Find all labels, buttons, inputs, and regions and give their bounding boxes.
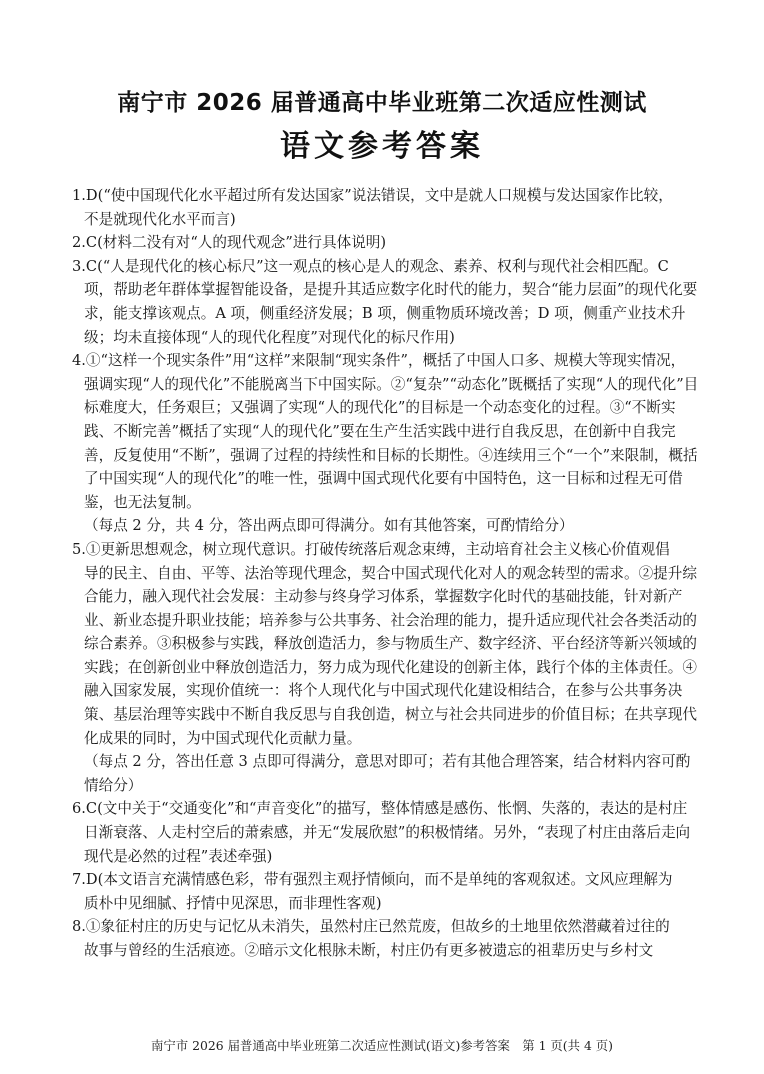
answers-body xyxy=(72,184,700,963)
answer-line: 2.C(材料二没有对“人的现代观念”进行具体说明) xyxy=(72,234,387,252)
answer-item-4 xyxy=(72,349,700,514)
answer-line: 1.D(“使中国现代化水平超过所有发达国家”说法错误，文中是就人口规模与发达国家作比较， xyxy=(72,187,673,204)
answer-line: 4.①“这样一个现实条件”用“这样”来限制“现实条件”，概括了中国人口多、规模大等现实情况， xyxy=(72,352,686,370)
answer-line: 6.C(文中关于“交通变化”和“声音变化”的描写，整体情感是感伤、怅惘、失落的，表达的是村庄 xyxy=(72,800,688,818)
exam-title: 南宁市 2026 届普通高中毕业班第二次适应性测试 xyxy=(117,90,647,116)
answer-item-3 xyxy=(72,255,700,349)
answer-item-2 xyxy=(72,231,700,255)
answer-line: 3.C(“人是现代化的核心标尺”这一观点的核心是人的观念、素养、权利与现代社会相匹配。C xyxy=(72,257,669,275)
scoring-note-4 xyxy=(72,514,700,538)
answer-continuation: 故事与曾经的生活痕迹。②暗示文化根脉未断，村庄仍有更多被遗忘的祖辈历史与乡村文 xyxy=(84,942,654,959)
scoring-note-5 xyxy=(72,750,700,797)
note-line: （每点 2 分，共 4 分，答出两点即可得满分。如有其他答案，可酌情给分） xyxy=(84,517,574,535)
answer-continuation: 不是就现代化水平而言) xyxy=(84,210,236,228)
note-continuation: 情给分） xyxy=(84,776,143,794)
answer-item-7 xyxy=(72,868,700,915)
answer-continuation: 项，帮助老年群体掌握智能设备，是提升其适应数字化时代的能力，契合“能力层面”的现代化要求，能支撑该观点。A 项，侧重经济发展；B 项，侧重物质环境改善；D 项，侧重产业技术升级；均未直接体现“人的现代化程度”对现代化的标尺作用) xyxy=(84,281,698,346)
answer-continuation: 强调实现“人的现代化”不能脱离当下中国实际。②“复杂”“动态化”既概括了实现“人的现代化”目标难度大，任务艰巨；又强调了实现“人的现代化”的目标是一个动态变化的过程。③“不断实践、不断完善”概括了实现“人的现代化”要在生产生活实践中进行自我反思，在创新中自我完善，反复使用“不断”，强调了过程的持续性和目标的长期性。④连续用三个“一个”来限制，概括了中国实现“人的现代化”的唯一性，强调中国式现代化要有中国特色，这一目标和过程无可借鉴，也无法复制。 xyxy=(84,375,699,511)
document-title: 语文参考答案 xyxy=(280,129,484,164)
answer-continuation: 质朴中见细腻、抒情中见深思，而非理性客观) xyxy=(84,894,382,912)
answer-line: 8.①象征村庄的历史与记忆从未消失，虽然村庄已然荒废，但故乡的土地里依然潜藏着过往的 xyxy=(72,918,670,936)
answer-item-1 xyxy=(72,184,700,231)
answer-line: 5.①更新思想观念，树立现代意识。打破传统落后观念束缚，主动培育社会主义核心价值观倡 xyxy=(72,540,670,558)
answer-line: 7.D(本文语言充满情感色彩，带有强烈主观抒情倾向，而不是单纯的客观叙述。文风应理解为 xyxy=(72,871,673,889)
page-footer: 南宁市 2026 届普通高中毕业班第二次适应性测试(语文)参考答案 第 1 页(共 4 页) xyxy=(151,1038,613,1053)
note-line: （每点 2 分，答出任意 3 点即可得满分，意思对即可；若有其他合理答案，结合材料内容可酌 xyxy=(84,753,691,771)
answer-item-8 xyxy=(72,915,700,962)
answer-continuation: 日渐衰落、人走村空后的萧索感，并无“发展欣慰”的积极情绪。另外，“表现了村庄由落后走向现代是必然的过程”表述牵强) xyxy=(84,824,691,865)
answer-continuation: 导的民主、自由、平等、法治等现代理念，契合中国式现代化对人的观念转型的需求。②提升综合能力，融入现代社会发展：主动参与终身学习体系，掌握数字化时代的基础技能，针对新产业、新业态提升职业技能；培养参与公共事务、社会治理的能力，提升适应现代社会各类活动的综合素养。③积极参与实践，释放创造活力，参与物质生产、数字经济、平台经济等新兴领域的实践；在创新创业中释放创造活力，努力成为现代化建设的创新主体，践行个体的主体责任。④融入国家发展，实现价值统一：将个人现代化与中国式现代化建设相结合，在参与公共事务决策、基层治理等实践中不断自我反思与自我创造，树立与社会共同进步的价值目标；在共享现代化成果的同时，为中国式现代化贡献力量。 xyxy=(84,564,697,747)
answer-item-6 xyxy=(72,797,700,868)
answer-item-5 xyxy=(72,538,700,750)
